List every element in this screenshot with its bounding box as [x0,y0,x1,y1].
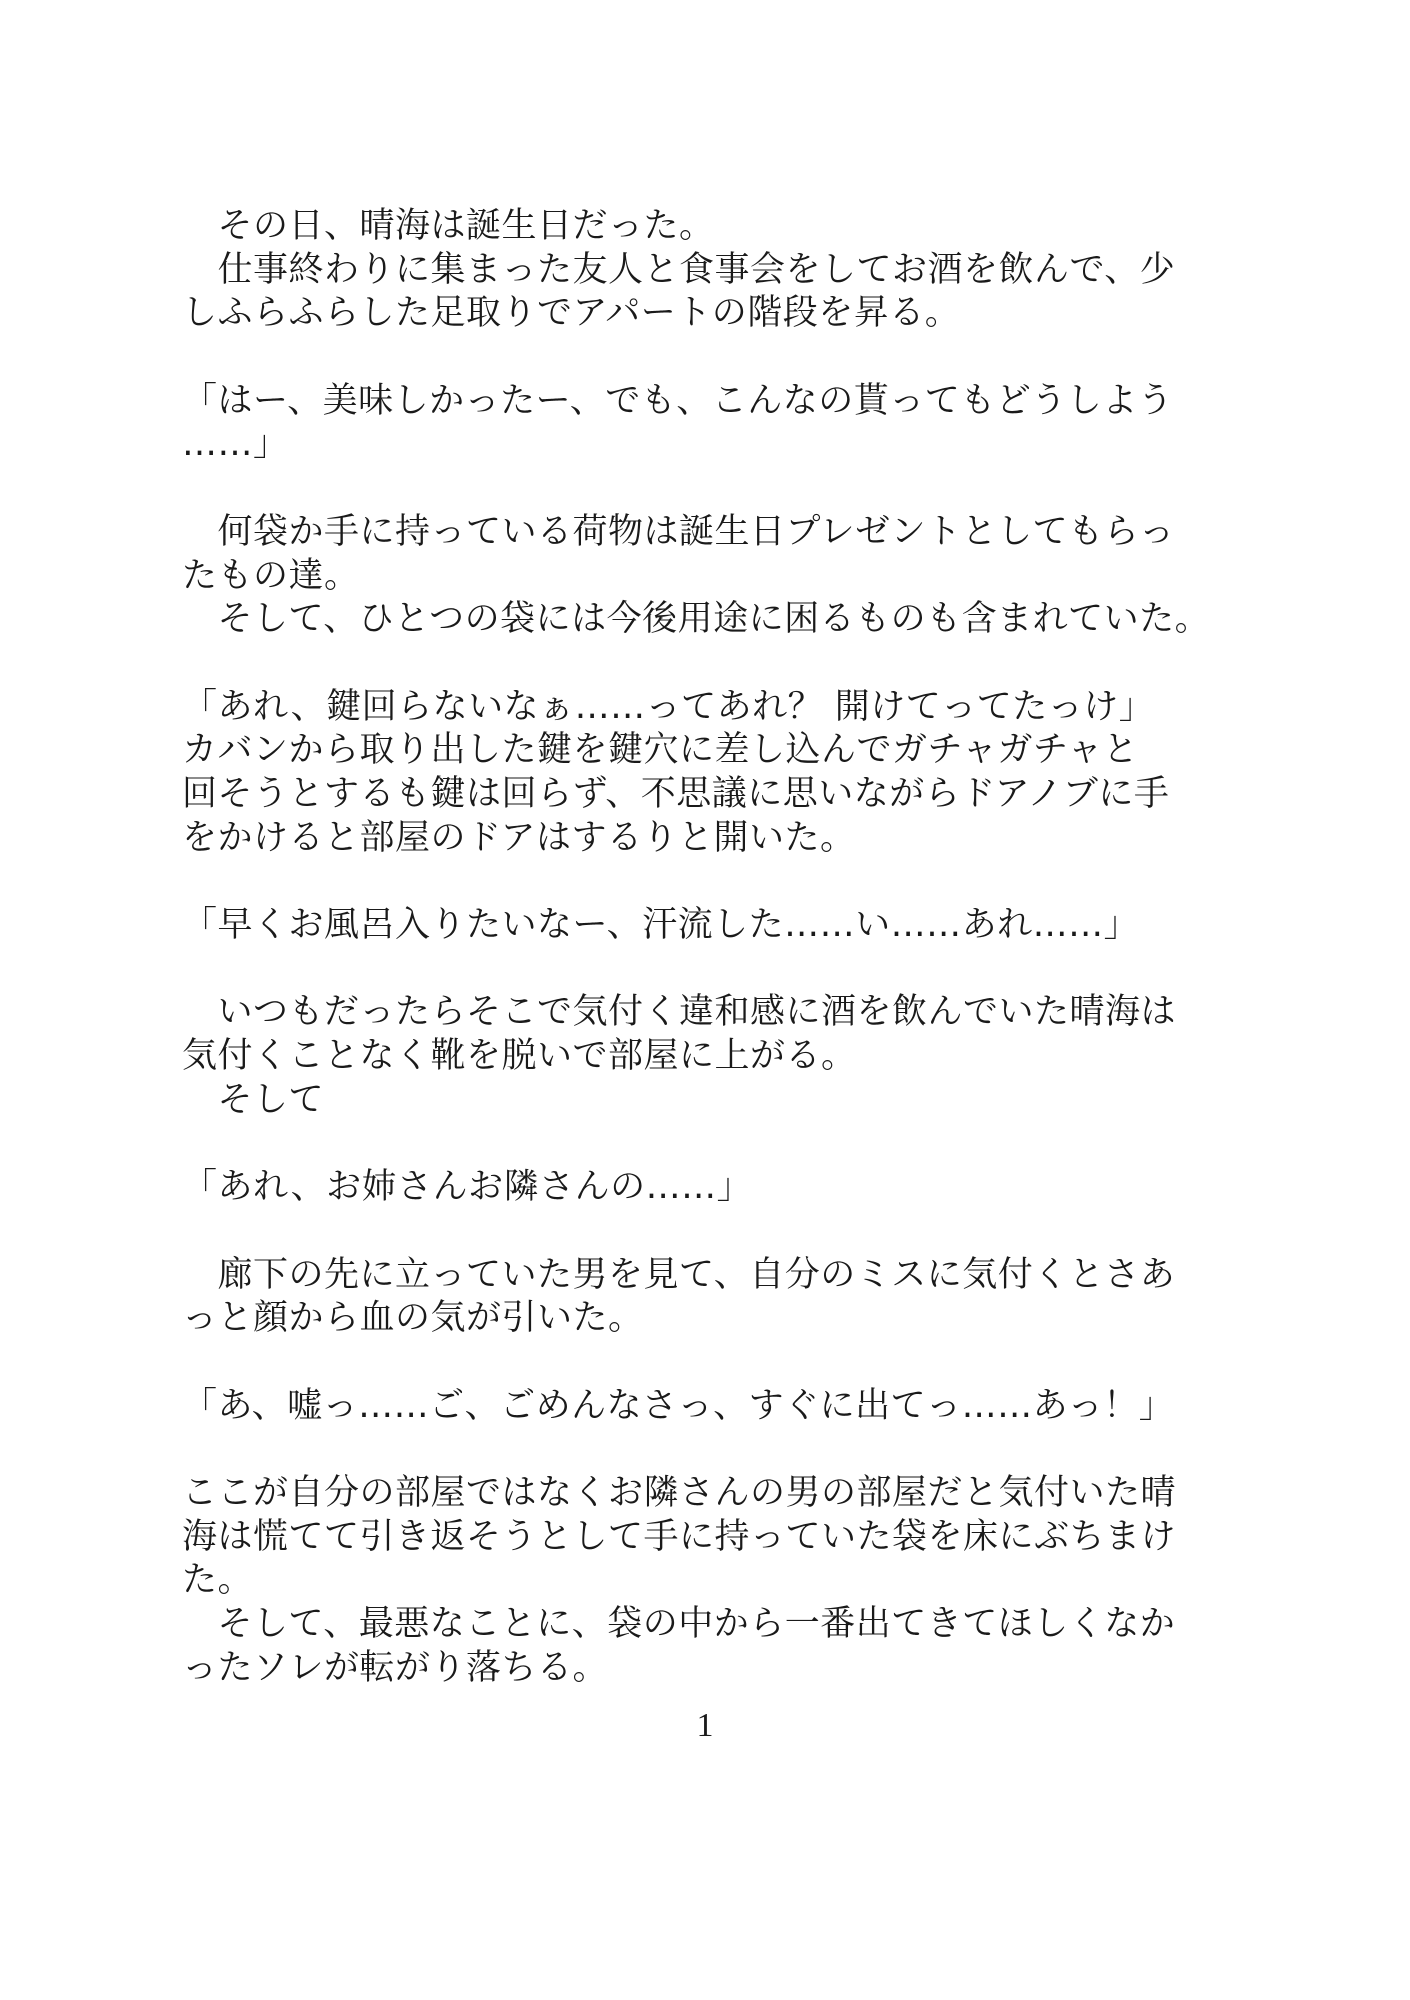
text-line: っと顔から血の気が引いた。 [182,1298,644,1339]
blank-line [182,336,1242,380]
text-line: 仕事終わりに集まった友人と食事会をしてお酒を飲んで、少 [182,249,1176,290]
text-line: 「あ、嘘っ……ご、ごめんなさっ、すぐに出てっ……あっ！」 [182,1385,1175,1426]
text-line: カバンから取り出した鍵を鍵穴に差し込んでガチャガチャと [182,730,1139,771]
text-line: そして、最悪なことに、袋の中から一番出てきてほしくなか [182,1604,1176,1644]
text-line: 何袋か手に持っている荷物は誕生日プレゼントとしてもらっ [182,511,1175,552]
blank-line [182,860,1242,904]
text-line: ここが自分の部屋ではなくお隣さんの男の部屋だと気付いた晴 [182,1472,1177,1513]
blank-line [182,1428,1242,1472]
text-line: ……」 [182,424,289,465]
text-line: いつもだったらそこで気付く違和感に酒を飲んでいた晴海は [182,992,1177,1033]
text-line: そして [182,1079,325,1120]
blank-line [182,467,1242,511]
blank-line [182,948,1242,992]
text-line: 廊下の先に立っていた男を見て、自分のミスに気付くとさあ [182,1254,1176,1295]
text-line: その日、晴海は誕生日だった。 [182,206,715,246]
text-line: た。 [182,1560,254,1601]
blank-line [182,1210,1242,1254]
text-line: 「早くお風呂入りたいなー、汗流した……い……あれ……」 [182,905,1140,945]
text-line: をかけると部屋のドアはするりと開いた。 [182,817,856,858]
text-line: 「はー、美味しかったー、でも、こんなの貰ってもどうしよう [182,380,1174,421]
blank-line [182,642,1242,686]
blank-line [182,1341,1242,1385]
text-line: しふらふらした足取りでアパートの階段を昇る。 [182,293,961,334]
page-number: 1 [696,1707,714,1744]
text-line: たもの達。 [182,555,360,596]
blank-line [182,1122,1242,1166]
text-line: 「あれ、鍵回らないなぁ……ってあれ？ 開けてってたっけ」 [182,686,1155,727]
body-text [182,205,1242,1690]
text-line: ったソレが転がり落ちる。 [182,1647,609,1688]
text-line: そして、ひとつの袋には今後用途に困るものも含まれていた。 [182,599,1211,640]
text-line: 海は慌てて引き返そうとして手に持っていた袋を床にぶちまけ [182,1516,1177,1557]
text-line: 「あれ、お姉さんお隣さんの……」 [182,1167,753,1208]
text-line: 回そうとするも鍵は回らず、不思議に思いながらドアノブに手 [182,773,1170,814]
text-line: 気付くことなく靴を脱いで部屋に上がる。 [182,1036,857,1077]
